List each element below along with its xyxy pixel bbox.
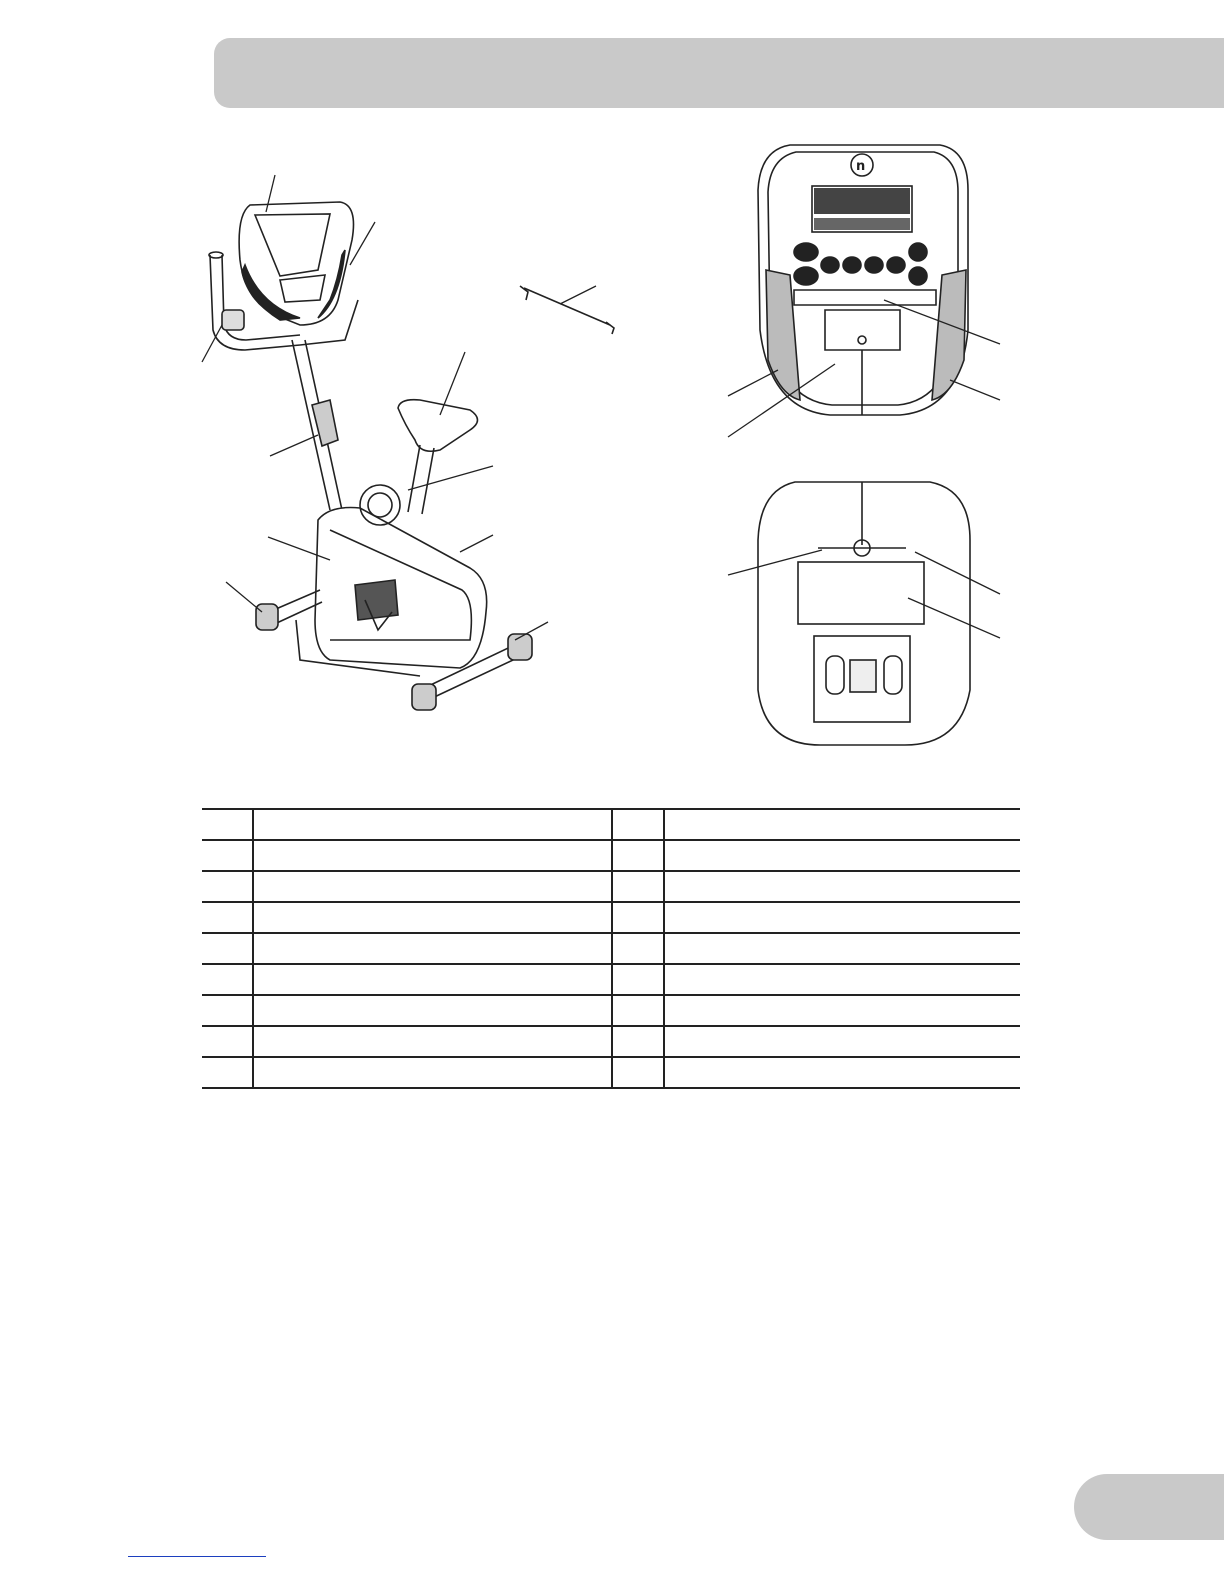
console-front-diagram	[758, 145, 968, 415]
table-cell	[202, 809, 253, 840]
table-row	[202, 871, 1020, 902]
console-rear-diagram	[758, 482, 970, 745]
table-cell	[253, 933, 612, 964]
table-cell	[612, 840, 664, 871]
table-cell	[612, 1057, 664, 1088]
table-cell	[253, 1026, 612, 1057]
table-cell	[612, 1026, 664, 1057]
table-row	[202, 840, 1020, 871]
exercise-bike-diagram	[209, 202, 532, 710]
table-cell	[664, 995, 1020, 1026]
table-cell	[664, 902, 1020, 933]
table-cell	[202, 933, 253, 964]
table-cell	[253, 871, 612, 902]
footer-link[interactable]	[128, 1556, 266, 1557]
svg-text:n: n	[856, 159, 866, 174]
table-cell	[664, 871, 1020, 902]
table-cell	[253, 995, 612, 1026]
table-cell	[664, 1057, 1020, 1088]
table-row	[202, 933, 1020, 964]
table-cell	[202, 1026, 253, 1057]
table-cell	[202, 964, 253, 995]
table-cell	[612, 995, 664, 1026]
page-number-tab	[1074, 1474, 1224, 1540]
table-cell	[253, 902, 612, 933]
parts-table	[202, 808, 1020, 1089]
table-cell	[202, 840, 253, 871]
table-cell	[612, 871, 664, 902]
cable-part-diagram	[520, 286, 614, 334]
table-row	[202, 809, 1020, 840]
table-cell	[664, 933, 1020, 964]
table-cell	[664, 840, 1020, 871]
table-cell	[202, 902, 253, 933]
table-cell	[253, 809, 612, 840]
table-row	[202, 1026, 1020, 1057]
table-row	[202, 902, 1020, 933]
table-cell	[612, 902, 664, 933]
table-cell	[253, 1057, 612, 1088]
table-cell	[664, 1026, 1020, 1057]
table-cell	[253, 840, 612, 871]
table-row	[202, 964, 1020, 995]
table-cell	[612, 933, 664, 964]
table-cell	[202, 995, 253, 1026]
table-cell	[202, 1057, 253, 1088]
table-cell	[253, 964, 612, 995]
table-row	[202, 995, 1020, 1026]
table-cell	[612, 809, 664, 840]
table-cell	[612, 964, 664, 995]
table-row	[202, 1057, 1020, 1088]
table-cell	[664, 964, 1020, 995]
table-cell	[202, 871, 253, 902]
table-cell	[664, 809, 1020, 840]
